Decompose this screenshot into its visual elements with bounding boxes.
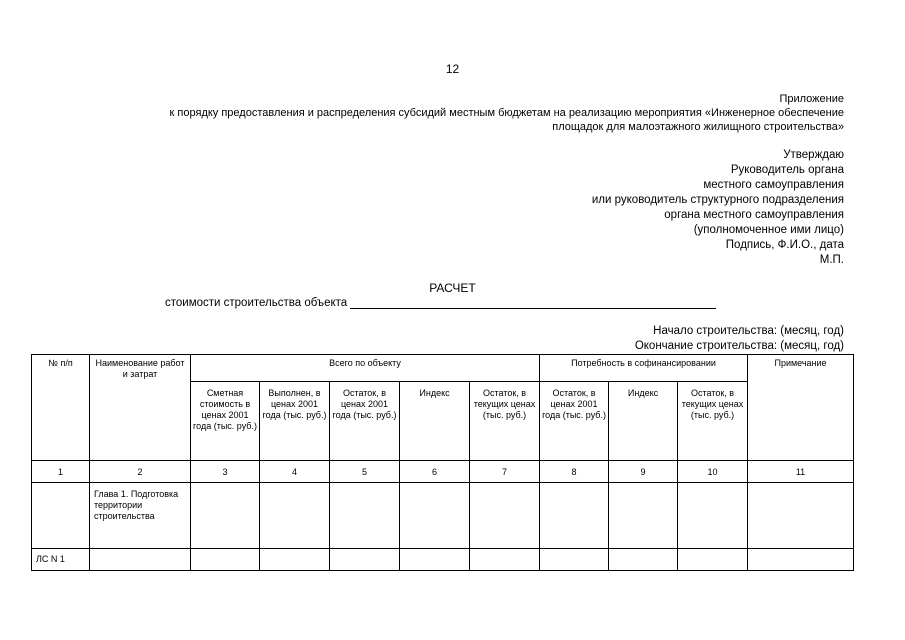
approval-line: (уполномоченное ими лицо): [693, 224, 844, 236]
header-col-no: № п/п: [32, 355, 90, 461]
subheader-c6: Индекс: [400, 382, 470, 461]
column-number: 5: [330, 461, 400, 483]
header-group-total: Всего по объекту: [191, 355, 540, 382]
ls-label: ЛС N 1: [32, 549, 90, 571]
header-col-note: Примечание: [748, 355, 854, 461]
table-cell: [191, 483, 260, 549]
construction-dates: [444, 324, 844, 354]
approval-line: органа местного самоуправления: [664, 209, 844, 221]
table-cell: [260, 483, 330, 549]
appendix-header: [84, 92, 844, 134]
column-number: 6: [400, 461, 470, 483]
page-number: 12: [445, 62, 460, 76]
column-number: 9: [609, 461, 678, 483]
chapter-label: Глава 1. Подготовка территории строительства: [90, 483, 191, 549]
table-header-row: [32, 355, 854, 382]
table-cell: [748, 549, 854, 571]
header-group-need: Потребность в софинансировании: [540, 355, 748, 382]
object-name-blank-line: [350, 296, 716, 309]
construction-end: Окончание строительства: (месяц, год): [634, 340, 844, 352]
approval-block: [444, 148, 844, 268]
cost-table: [31, 354, 854, 571]
table-row: [32, 549, 854, 571]
appendix-title: Приложение: [779, 93, 844, 105]
table-cell: [470, 483, 540, 549]
approval-line: местного самоуправления: [703, 179, 844, 191]
subheader-c7: Остаток, в текущих ценах (тыс. руб.): [470, 382, 540, 461]
table-cell: [90, 549, 191, 571]
appendix-text-line: к порядку предоставления и распределения субсидий местным бюджетам на реализацию мероприятия «Инженерное обеспечение: [169, 107, 844, 119]
subheader-c10: Остаток, в текущих ценах (тыс. руб.): [678, 382, 748, 461]
column-number: 1: [32, 461, 90, 483]
table-cell: [191, 549, 260, 571]
approval-line: М.П.: [819, 254, 844, 266]
column-number: 11: [748, 461, 854, 483]
table-cell: [330, 549, 400, 571]
subheader-c9: Индекс: [609, 382, 678, 461]
approval-line: Утверждаю: [783, 149, 844, 161]
table-cell: [400, 483, 470, 549]
table-cell: [540, 483, 609, 549]
document-subtitle: [165, 296, 765, 309]
table-cell: [678, 549, 748, 571]
column-number: 10: [678, 461, 748, 483]
header-col-name: Наименование работ и затрат: [90, 355, 191, 461]
column-number: 7: [470, 461, 540, 483]
table-cell: [748, 483, 854, 549]
table-cell: [260, 549, 330, 571]
table-row: [32, 483, 854, 549]
approval-line: Подпись, Ф.И.О., дата: [725, 239, 844, 251]
subheader-c8: Остаток, в ценах 2001 года (тыс. руб.): [540, 382, 609, 461]
subtitle-text: стоимости строительства объекта: [165, 297, 348, 309]
document-title: РАСЧЕТ: [429, 281, 476, 295]
appendix-text-line: площадок для малоэтажного жилищного строительства»: [552, 121, 844, 133]
table-cell: [400, 549, 470, 571]
subheader-c3: Сметная стоимость в ценах 2001 года (тыс. руб.): [191, 382, 260, 461]
subheader-c5: Остаток, в ценах 2001 года (тыс. руб.): [330, 382, 400, 461]
approval-line: или руководитель структурного подразделения: [591, 194, 844, 206]
column-numbers-row: [32, 461, 854, 483]
column-number: 4: [260, 461, 330, 483]
table-cell: [540, 549, 609, 571]
column-number: 3: [191, 461, 260, 483]
approval-line: Руководитель органа: [730, 164, 844, 176]
subheader-c4: Выполнен, в ценах 2001 года (тыс. руб.): [260, 382, 330, 461]
table-cell: [609, 483, 678, 549]
table-cell: [470, 549, 540, 571]
table-cell: [32, 483, 90, 549]
table-cell: [678, 483, 748, 549]
table-cell: [330, 483, 400, 549]
column-number: 8: [540, 461, 609, 483]
column-number: 2: [90, 461, 191, 483]
table-cell: [609, 549, 678, 571]
construction-start: Начало строительства: (месяц, год): [653, 325, 844, 337]
